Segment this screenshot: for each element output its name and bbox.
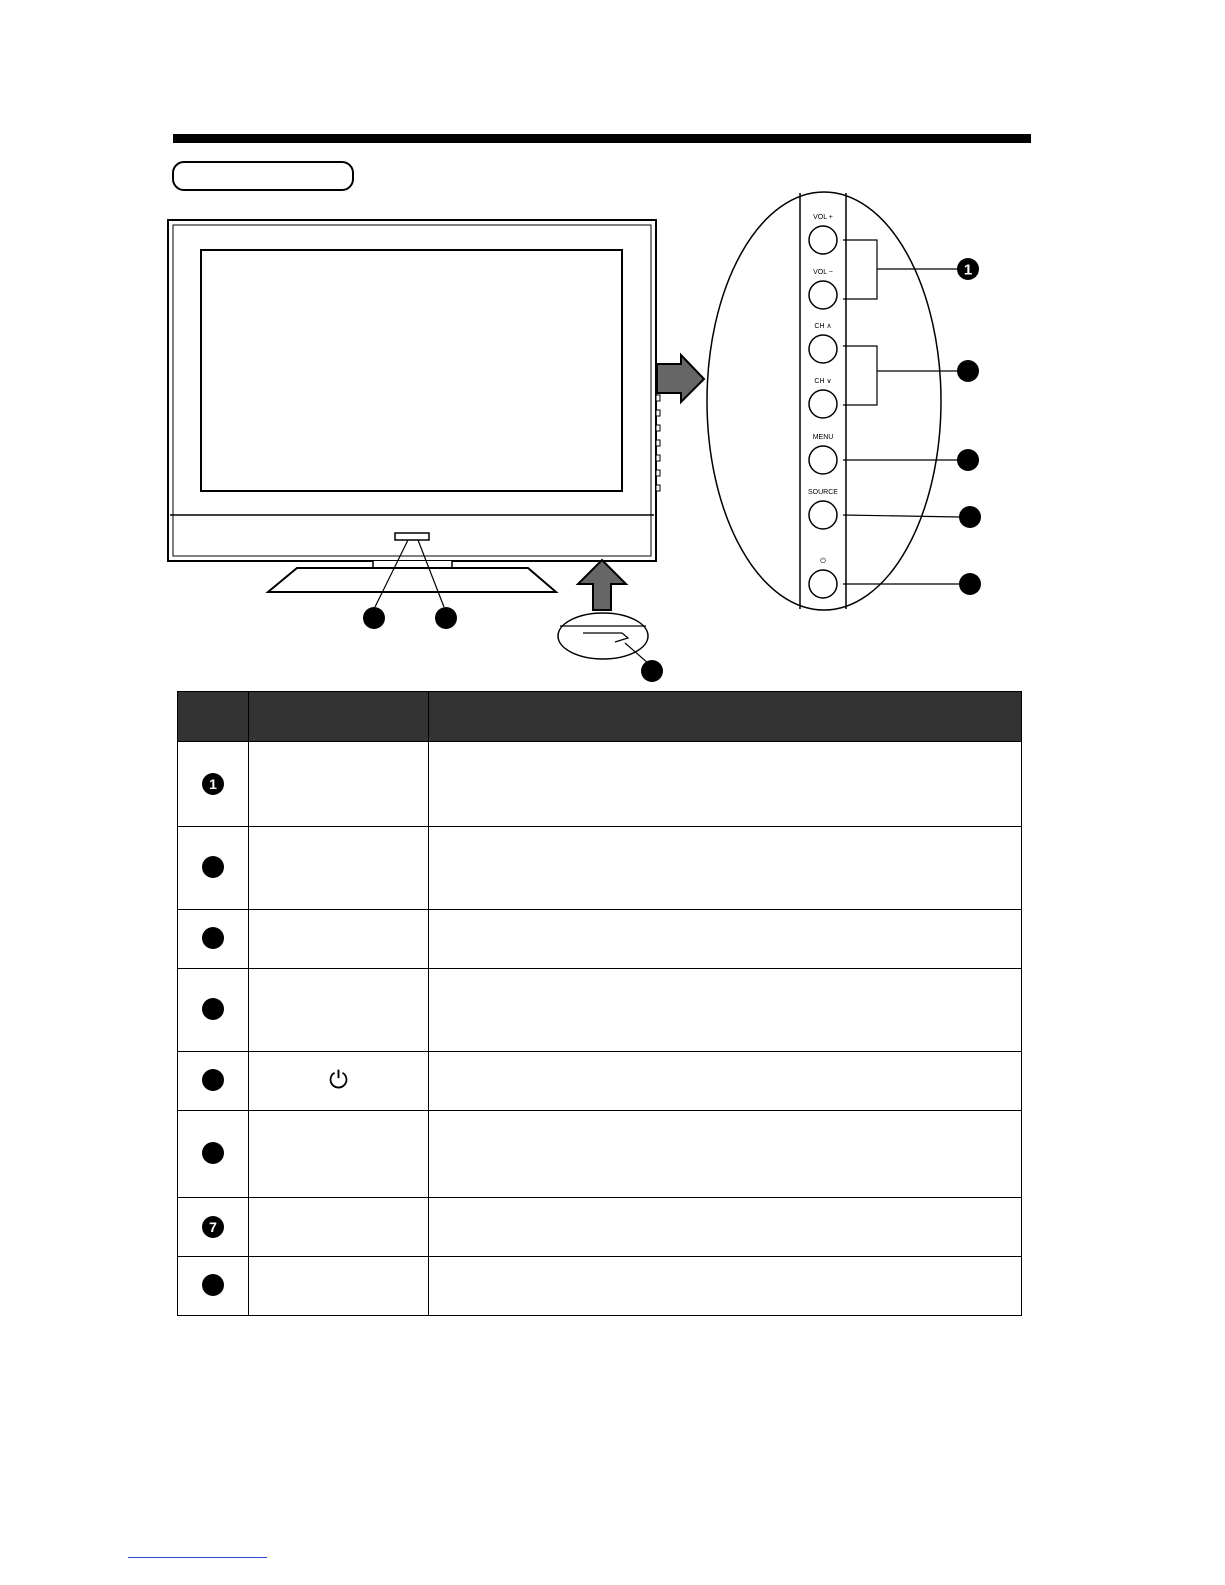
row-button-cell bbox=[249, 1257, 429, 1316]
side-button-label: VOL − bbox=[813, 269, 833, 276]
side-button-label: ⏻ bbox=[820, 558, 826, 565]
tv-front bbox=[168, 220, 660, 592]
header-number bbox=[178, 692, 249, 742]
side-callout-2 bbox=[957, 360, 979, 382]
front-callout-3 bbox=[641, 660, 663, 682]
row-description-cell bbox=[429, 969, 1022, 1052]
table-row bbox=[178, 1111, 1022, 1198]
side-button-menu bbox=[809, 434, 837, 474]
table-row bbox=[178, 969, 1022, 1052]
side-button-circle bbox=[809, 446, 837, 474]
controls-table bbox=[177, 691, 1022, 1316]
row-number-cell bbox=[178, 910, 249, 969]
row-description-cell bbox=[429, 1198, 1022, 1257]
row-number-badge bbox=[202, 927, 224, 949]
side-button-label: MENU bbox=[812, 434, 834, 441]
tv-diagram bbox=[0, 0, 1225, 690]
table-row bbox=[178, 827, 1022, 910]
row-number-cell bbox=[178, 742, 249, 827]
row-number-badge bbox=[202, 856, 224, 878]
row-number-badge: 7 bbox=[202, 1216, 224, 1238]
row-button-cell bbox=[249, 827, 429, 910]
side-button-vol-plus bbox=[809, 214, 837, 254]
row-number-cell bbox=[178, 827, 249, 910]
row-button-cell bbox=[249, 1198, 429, 1257]
side-callout-1 bbox=[957, 258, 979, 280]
row-description-cell bbox=[429, 1052, 1022, 1111]
row-button-cell: ⏻ bbox=[249, 1052, 429, 1111]
row-number-cell bbox=[178, 1257, 249, 1316]
side-button-circle bbox=[809, 281, 837, 309]
table-row bbox=[178, 910, 1022, 969]
row-number-badge: 1 bbox=[202, 773, 224, 795]
side-button-label: CH ∨ bbox=[814, 378, 832, 385]
table-row bbox=[178, 1257, 1022, 1316]
side-button-circle bbox=[809, 570, 837, 598]
table-row bbox=[178, 1052, 1022, 1111]
side-button-label: SOURCE bbox=[808, 489, 838, 496]
controls-table-wrap bbox=[177, 691, 1022, 1316]
row-number-badge bbox=[202, 1069, 224, 1091]
sensor-window bbox=[395, 533, 429, 540]
table-header-row bbox=[178, 692, 1022, 742]
side-button-circle bbox=[809, 501, 837, 529]
row-number-cell bbox=[178, 1052, 249, 1111]
row-button-cell bbox=[249, 969, 429, 1052]
svg-text:1: 1 bbox=[963, 261, 973, 279]
table-row bbox=[178, 742, 1022, 827]
side-callout-4 bbox=[959, 506, 981, 528]
side-button-vol-minus bbox=[809, 269, 837, 309]
table-row bbox=[178, 1198, 1022, 1257]
side-callout-5 bbox=[959, 573, 981, 595]
row-description-cell bbox=[429, 910, 1022, 969]
side-button-label: CH ∧ bbox=[814, 323, 832, 330]
header-button bbox=[249, 692, 429, 742]
row-description-cell bbox=[429, 1111, 1022, 1198]
row-number-badge bbox=[202, 998, 224, 1020]
side-button-circle bbox=[809, 335, 837, 363]
arrow-up-icon bbox=[578, 560, 626, 610]
arrow-right-icon bbox=[657, 355, 704, 402]
row-description-cell bbox=[429, 742, 1022, 827]
side-callout-3 bbox=[957, 449, 979, 471]
row-description-cell bbox=[429, 827, 1022, 910]
row-button-cell bbox=[249, 910, 429, 969]
connector-inset bbox=[558, 613, 649, 664]
front-callout-2 bbox=[435, 607, 457, 629]
row-description-cell bbox=[429, 1257, 1022, 1316]
footer-link-underline bbox=[128, 1557, 267, 1558]
side-button-circle bbox=[809, 390, 837, 418]
row-number-badge bbox=[202, 1274, 224, 1296]
front-callout-1 bbox=[363, 607, 385, 629]
row-number-cell bbox=[178, 1111, 249, 1198]
row-button-cell bbox=[249, 1111, 429, 1198]
row-number-badge bbox=[202, 1142, 224, 1164]
side-button-circle bbox=[809, 226, 837, 254]
row-button-cell bbox=[249, 742, 429, 827]
header-description bbox=[429, 692, 1022, 742]
side-button-source bbox=[808, 489, 838, 529]
side-button-label: VOL + bbox=[813, 214, 833, 221]
row-number-cell bbox=[178, 969, 249, 1052]
row-number-cell bbox=[178, 1198, 249, 1257]
